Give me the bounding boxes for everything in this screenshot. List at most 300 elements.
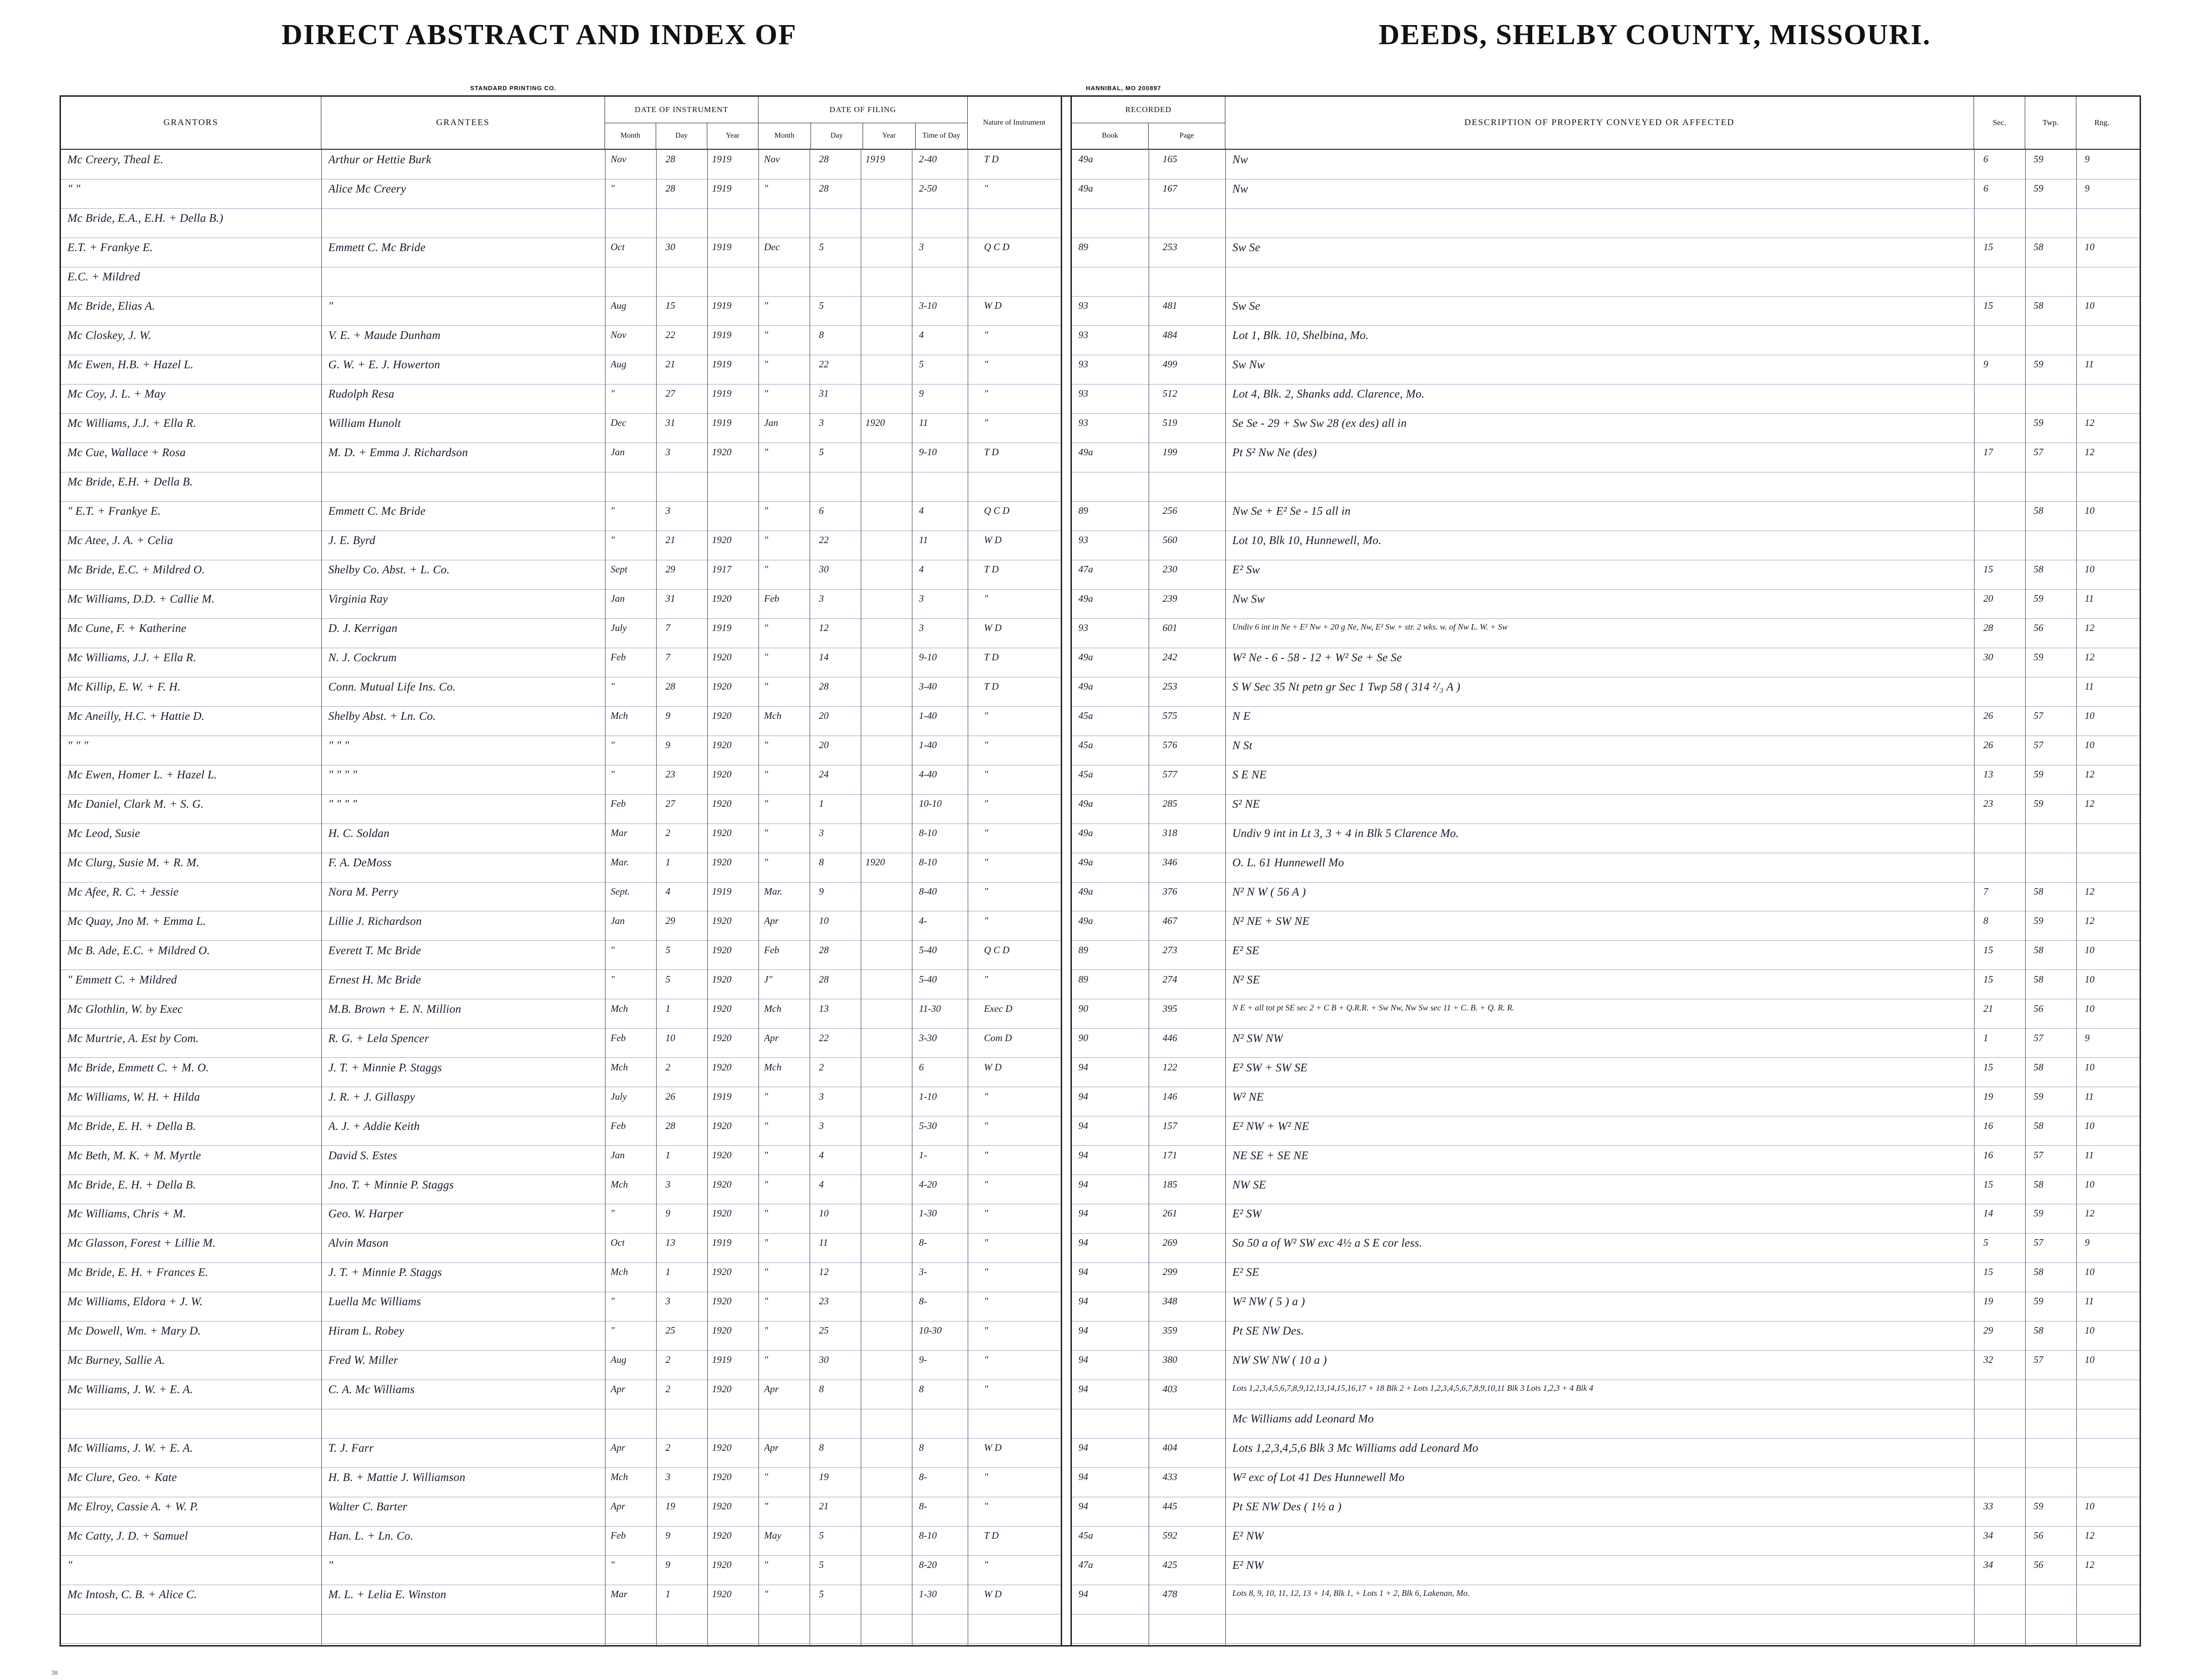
row-rule — [1072, 413, 2140, 414]
cell-value: " — [764, 827, 768, 838]
cell-value: Mc Williams add Leonard Mo — [1232, 1413, 1374, 1426]
cell-value: " — [984, 388, 988, 399]
cell-value: 5-40 — [919, 944, 937, 956]
cell-value: " — [984, 1120, 988, 1131]
cell-value: Everett T. Mc Bride — [328, 944, 421, 957]
cell-value: Feb — [611, 1032, 626, 1043]
cell-value: 10 — [819, 915, 829, 926]
cell-value: 8 — [819, 1442, 824, 1454]
cell-value: 3 — [819, 827, 824, 838]
cell-value: 59 — [2034, 153, 2043, 165]
cell-value: Lot 10, Blk 10, Hunnewell, Mo. — [1232, 534, 1382, 547]
cell-value: Mc Williams, W. H. + Hilda — [67, 1090, 200, 1103]
cell-value: Lillie J. Richardson — [328, 915, 422, 928]
cell-value: 17 — [1983, 446, 1993, 458]
cell-value: Lots 1,2,3,4,5,6 Blk 3 Mc Williams add Leonard Mo — [1232, 1442, 1479, 1455]
row-rule — [61, 384, 1061, 385]
col-sec: Sec. — [1974, 97, 2025, 149]
cell-value: E² SE — [1232, 944, 1259, 957]
row-rule — [1072, 618, 2140, 619]
cell-value: 9 — [2085, 183, 2090, 194]
cell-value: Lots 8, 9, 10, 11, 12, 13 + 14, Blk 1, + Lots 1 + 2, Blk 6, Lakenan, Mo. — [1232, 1588, 1470, 1598]
cell-value: 481 — [1163, 300, 1177, 312]
cell-value: W D — [984, 1061, 1002, 1073]
row-rule — [61, 1145, 1061, 1146]
cell-value: 9 — [665, 1559, 671, 1571]
cell-value: 12 — [2085, 915, 2094, 926]
row-rule — [1072, 1350, 2140, 1351]
cell-value: " — [611, 1295, 615, 1307]
cell-value: 94 — [1078, 1266, 1088, 1278]
row-rule — [1072, 1145, 2140, 1146]
cell-value: 11 — [2085, 1090, 2094, 1102]
cell-value: 28 — [819, 680, 829, 692]
cell-value: " — [611, 183, 615, 194]
row-rule — [61, 823, 1061, 824]
cell-value: 15 — [1983, 944, 1993, 956]
cell-value: 165 — [1163, 153, 1177, 165]
cell-value: 1-30 — [919, 1588, 937, 1600]
cell-value: " — [984, 329, 988, 341]
row-rule — [1072, 589, 2140, 590]
cell-value: N² NE + SW NE — [1232, 915, 1310, 928]
cell-value: 2 — [665, 1061, 671, 1073]
cell-value: 26 — [1983, 739, 1993, 750]
cell-value: 1 — [665, 1266, 671, 1278]
cell-value: Sw Se — [1232, 241, 1261, 254]
cell-value: 5 — [819, 241, 824, 253]
cell-value: Sept — [611, 563, 628, 575]
cell-value: 9 — [819, 885, 824, 897]
cell-value: 28 — [819, 973, 829, 985]
cell-value: 8 — [1983, 915, 1988, 926]
cell-value: 1-30 — [919, 1208, 937, 1219]
cell-value: H. B. + Mattie J. Williamson — [328, 1471, 465, 1484]
cell-value: 47a — [1078, 563, 1093, 575]
column-rule — [2025, 150, 2026, 1646]
cell-value: Jan — [611, 915, 625, 926]
cell-value: 94 — [1078, 1237, 1088, 1248]
page-title-left: DIRECT ABSTRACT AND INDEX OF — [281, 19, 797, 51]
cell-value: S² NE — [1232, 797, 1260, 810]
cell-value: 5 — [819, 1559, 824, 1571]
cell-value: 89 — [1078, 505, 1088, 516]
cell-value: 59 — [2034, 417, 2043, 428]
cell-value: 467 — [1163, 915, 1177, 926]
cell-value: Sw Se — [1232, 300, 1261, 313]
cell-value: 49a — [1078, 183, 1093, 194]
cell-value: " " " — [328, 739, 349, 752]
cell-value: 577 — [1163, 768, 1177, 780]
cell-value: 5 — [819, 446, 824, 458]
cell-value: 94 — [1078, 1471, 1088, 1483]
cell-value: 253 — [1163, 680, 1177, 692]
cell-value: T D — [984, 153, 999, 165]
cell-value: 1920 — [712, 1471, 731, 1483]
col-description: DESCRIPTION OF PROPERTY CONVEYED OR AFFECTED — [1225, 97, 1974, 149]
cell-value: 9 — [665, 739, 671, 750]
cell-value: Mc Burney, Sallie A. — [67, 1354, 165, 1367]
cell-value: 23 — [1983, 797, 1993, 809]
cell-value: " — [984, 1383, 988, 1395]
cell-value: Shelby Abst. + Ln. Co. — [328, 710, 436, 723]
cell-value: " — [984, 1559, 988, 1571]
cell-value: 433 — [1163, 1471, 1177, 1483]
cell-value: T D — [984, 1530, 999, 1541]
row-rule — [1072, 325, 2140, 326]
cell-value: 425 — [1163, 1559, 1177, 1571]
cell-value: 2-50 — [919, 183, 937, 194]
cell-value: T D — [984, 680, 999, 692]
cell-value: 1-40 — [919, 739, 937, 750]
cell-value: 58 — [2034, 505, 2043, 516]
cell-value: 94 — [1078, 1178, 1088, 1190]
column-rule — [758, 150, 759, 1646]
column-rule — [321, 150, 322, 1646]
cell-value: 23 — [819, 1295, 829, 1307]
row-rule — [61, 589, 1061, 590]
cell-value: Nw — [1232, 183, 1248, 196]
cell-value: Jan — [611, 1149, 625, 1161]
cell-value: Mch — [764, 1061, 782, 1073]
cell-value: Mc Williams, J.J. + Ella R. — [67, 651, 197, 664]
column-rule — [1974, 150, 1975, 1646]
column-rule — [707, 150, 708, 1646]
cell-value: 285 — [1163, 797, 1177, 809]
cell-value: " — [764, 1237, 768, 1248]
cell-value: 56 — [2034, 1530, 2043, 1541]
cell-value: 348 — [1163, 1295, 1177, 1307]
cell-value: 59 — [2034, 1501, 2043, 1512]
col-filing-month: Month — [758, 123, 811, 149]
cell-value: 261 — [1163, 1208, 1177, 1219]
cell-value: 28 — [819, 153, 829, 165]
ledger-left-half — [61, 85, 1062, 1645]
cell-value: 47a — [1078, 1559, 1093, 1571]
cell-value: Mc Glasson, Forest + Lillie M. — [67, 1237, 216, 1250]
cell-value: 1920 — [712, 915, 731, 926]
cell-value: R. G. + Lela Spencer — [328, 1032, 429, 1045]
cell-value: 59 — [2034, 768, 2043, 780]
row-rule — [1072, 1555, 2140, 1556]
cell-value: 10-30 — [919, 1325, 942, 1336]
cell-value: 4- — [919, 915, 927, 926]
cell-value: " — [984, 827, 988, 838]
cell-value: 199 — [1163, 446, 1177, 458]
cell-value: Mc Clurg, Susie M. + R. M. — [67, 856, 199, 869]
cell-value: 478 — [1163, 1588, 1177, 1600]
cell-value: 19 — [1983, 1295, 1993, 1307]
cell-value: E² SE — [1232, 1266, 1259, 1279]
cell-value: 28 — [819, 183, 829, 194]
cell-value: Apr — [764, 1442, 779, 1454]
cell-value: 27 — [665, 797, 675, 809]
cell-value: 380 — [1163, 1354, 1177, 1366]
row-rule — [61, 969, 1061, 970]
cell-value: 93 — [1078, 359, 1088, 370]
center-gutter — [1062, 97, 1072, 1645]
cell-value: 22 — [819, 534, 829, 545]
cell-value: 9 — [665, 1530, 671, 1541]
cell-value: 1920 — [712, 1208, 731, 1219]
cell-value: Sw Nw — [1232, 359, 1265, 372]
cell-value: N E + all tot pt SE sec 2 + C B + Q.R.R. + Sw Nw, Nw Sw sec 11 + C. B. + Q. R. R. — [1232, 1003, 1515, 1012]
cell-value: 484 — [1163, 329, 1177, 341]
cell-value: Mar. — [764, 885, 783, 897]
cell-value: 34 — [1983, 1559, 1993, 1571]
col-date-of-filing: DATE OF FILING Month Day Year Time of Day — [758, 97, 968, 149]
cell-value: Hiram L. Robey — [328, 1325, 405, 1338]
cell-value: Mc Bride, Emmett C. + M. O. — [67, 1061, 209, 1074]
cell-value: Q C D — [984, 241, 1010, 253]
cell-value: Jan — [611, 592, 625, 604]
cell-value: " — [764, 1559, 768, 1571]
right-column-headers — [1072, 97, 2140, 150]
cell-value: 10 — [2085, 300, 2094, 312]
cell-value: T D — [984, 563, 999, 575]
cell-value: Emmett C. Mc Bride — [328, 241, 426, 254]
cell-value: N² SW NW — [1232, 1032, 1283, 1045]
cell-value: 59 — [2034, 651, 2043, 663]
cell-value: 26 — [1983, 710, 1993, 721]
cell-value: 3-30 — [919, 1032, 937, 1043]
cell-value: Virginia Ray — [328, 592, 388, 605]
cell-value: 10 — [2085, 1501, 2094, 1512]
cell-value: 25 — [665, 1325, 675, 1336]
cell-value: 8- — [919, 1295, 927, 1307]
cell-value: 12 — [819, 622, 829, 633]
cell-value: 90 — [1078, 1032, 1088, 1043]
cell-value: Mc Bride, E.C. + Mildred O. — [67, 563, 205, 576]
cell-value: Apr — [764, 1032, 779, 1043]
cell-value: 19 — [819, 1471, 829, 1483]
cell-value: 3 — [919, 622, 924, 633]
column-rule — [1225, 150, 1226, 1646]
cell-value: 10 — [2085, 973, 2094, 985]
cell-value: Nov — [764, 153, 780, 165]
row-rule — [1072, 940, 2140, 941]
cell-value: 49a — [1078, 592, 1093, 604]
cell-value: 19 — [665, 1501, 675, 1512]
cell-value: " — [984, 592, 988, 604]
cell-value: 3 — [919, 592, 924, 604]
cell-value: 5 — [665, 944, 671, 956]
col-date-of-instrument: DATE OF INSTRUMENT Month Day Year — [605, 97, 758, 149]
cell-value: Undiv 9 int in Lt 3, 3 + 4 in Blk 5 Clarence Mo. — [1232, 827, 1459, 840]
cell-value: 15 — [1983, 241, 1993, 253]
cell-value: 11 — [819, 1237, 828, 1248]
col-instr-day: Day — [656, 123, 707, 149]
cell-value: 27 — [665, 388, 675, 399]
cell-value: Apr — [611, 1442, 625, 1454]
print-mark-right: HANNIBAL, MO 200897 — [1086, 85, 1162, 92]
cell-value: 12 — [2085, 417, 2094, 428]
cell-value: 1919 — [712, 153, 731, 165]
cell-value: " — [984, 359, 988, 370]
cell-value: Mc Bride, E. H. + Della B. — [67, 1120, 196, 1133]
cell-value: 13 — [1983, 768, 1993, 780]
cell-value: Mc Williams, Eldora + J. W. — [67, 1295, 203, 1308]
cell-value: 9 — [1983, 359, 1988, 370]
cell-value: 3 — [665, 1295, 671, 1307]
cell-value: 2 — [665, 1354, 671, 1366]
cell-value: 49a — [1078, 827, 1093, 838]
cell-value: T. J. Farr — [328, 1442, 374, 1455]
cell-value: 1919 — [712, 1237, 731, 1248]
cell-value: Sept. — [611, 885, 630, 897]
cell-value: Shelby Co. Abst. + L. Co. — [328, 563, 450, 576]
cell-value: V. E. + Maude Dunham — [328, 329, 441, 342]
cell-value: 1917 — [712, 563, 731, 575]
cell-value: 6 — [919, 1061, 924, 1073]
cell-value: J. T. + Minnie P. Staggs — [328, 1266, 442, 1279]
cell-value: " — [984, 915, 988, 926]
cell-value: Mc Williams, J. W. + E. A. — [67, 1383, 193, 1396]
row-rule — [1072, 384, 2140, 385]
cell-value: 21 — [819, 1501, 829, 1512]
cell-value: 93 — [1078, 534, 1088, 545]
cell-value: " — [764, 388, 768, 399]
cell-value: 1920 — [712, 797, 731, 809]
cell-value: 1920 — [712, 1178, 731, 1190]
cell-value: E² NW — [1232, 1530, 1264, 1543]
cell-value: NW SW NW ( 10 a ) — [1232, 1354, 1327, 1367]
cell-value: E.C. + Mildred — [67, 271, 140, 284]
cell-value: 11 — [2085, 680, 2094, 692]
cell-value: 1920 — [712, 768, 731, 780]
col-page: Page — [1179, 132, 1194, 140]
cell-value: 8-40 — [919, 885, 937, 897]
cell-value: Feb — [611, 797, 626, 809]
cell-value: 7 — [665, 651, 671, 663]
cell-value: 1-40 — [919, 710, 937, 721]
cell-value: " — [984, 1266, 988, 1278]
row-rule — [1072, 823, 2140, 824]
right-body-grid — [1072, 150, 2140, 1646]
cell-value: 3-40 — [919, 680, 937, 692]
cell-value: 34 — [1983, 1530, 1993, 1541]
cell-value: 8 — [819, 329, 824, 341]
cell-value: Mc Closkey, J. W. — [67, 329, 152, 342]
cell-value: 58 — [2034, 973, 2043, 985]
cell-value: W D — [984, 1588, 1002, 1600]
cell-value: " — [764, 1471, 768, 1483]
cell-value: " — [764, 622, 768, 633]
cell-value: Mc Dowell, Wm. + Mary D. — [67, 1325, 201, 1338]
cell-value: 299 — [1163, 1266, 1177, 1278]
cell-value: " — [984, 1178, 988, 1190]
cell-value: Walter C. Barter — [328, 1501, 407, 1514]
cell-value: 1920 — [712, 827, 731, 838]
cell-value: 2-40 — [919, 153, 937, 165]
cell-value: Emmett C. Mc Bride — [328, 505, 426, 518]
cell-value: 5 — [819, 1588, 824, 1600]
cell-value: 29 — [665, 915, 675, 926]
cell-value: 31 — [665, 417, 675, 428]
page-title-bar — [0, 0, 2194, 70]
cell-value: 29 — [665, 563, 675, 575]
cell-value: 28 — [665, 1120, 675, 1131]
cell-value: " — [984, 1295, 988, 1307]
cell-value: 376 — [1163, 885, 1177, 897]
cell-value: 21 — [1983, 1003, 1993, 1014]
cell-value: 1920 — [712, 1149, 731, 1161]
cell-value: 3-10 — [919, 300, 937, 312]
cell-value: 58 — [2034, 563, 2043, 575]
cell-value: " — [984, 973, 988, 985]
row-rule — [61, 1643, 1061, 1644]
cell-value: W² Ne - 6 - 58 - 12 + W² Se + Se Se — [1232, 651, 1402, 664]
cell-value: Mc B. Ade, E.C. + Mildred O. — [67, 944, 210, 957]
cell-value: 1919 — [712, 388, 731, 399]
cell-value: 29 — [1983, 1325, 1993, 1336]
cell-value: 56 — [2034, 1003, 2043, 1014]
cell-value: " — [611, 739, 615, 750]
cell-value: " — [611, 680, 615, 692]
cell-value: July — [611, 622, 627, 633]
row-rule — [1072, 1233, 2140, 1234]
cell-value: 45a — [1078, 739, 1093, 750]
cell-value: 3 — [665, 1178, 671, 1190]
cell-value: 58 — [2034, 885, 2043, 897]
cell-value: 1920 — [712, 1383, 731, 1395]
cell-value: " — [984, 417, 988, 428]
cell-value: 94 — [1078, 1120, 1088, 1131]
cell-value: 6 — [1983, 183, 1988, 194]
cell-value: 12 — [2085, 1530, 2094, 1541]
cell-value: 45a — [1078, 710, 1093, 721]
cell-value: 1920 — [712, 1120, 731, 1131]
cell-value: " — [611, 1559, 615, 1571]
cell-value: N² N W ( 56 A ) — [1232, 885, 1306, 898]
cell-value: 14 — [1983, 1208, 1993, 1219]
cell-value: Mc Creery, Theal E. — [67, 153, 164, 166]
cell-value: 59 — [2034, 797, 2043, 809]
row-rule — [1072, 208, 2140, 209]
cell-value: 30 — [1983, 651, 1993, 663]
cell-value: Mc Williams, D.D. + Callie M. — [67, 592, 215, 605]
cell-value: 89 — [1078, 241, 1088, 253]
cell-value: 10 — [819, 1208, 829, 1219]
cell-value: Undiv 6 int in Ne + E² Nw + 20 g Ne, Nw, E² Sw + str. 2 wks. w. of Nw L. W. + Sw — [1232, 622, 1508, 631]
cell-value: 31 — [665, 592, 675, 604]
cell-value: So 50 a of W² SW exc 4½ a S E cor less. — [1232, 1237, 1423, 1250]
cell-value: 3 — [665, 1471, 671, 1483]
cell-value: 8-10 — [919, 827, 937, 838]
cell-value: 13 — [665, 1237, 675, 1248]
cell-value: J. R. + J. Gillaspy — [328, 1090, 415, 1103]
cell-value: 269 — [1163, 1237, 1177, 1248]
cell-value: " — [764, 1178, 768, 1190]
cell-value: 318 — [1163, 827, 1177, 838]
cell-value: " — [984, 1090, 988, 1102]
cell-value: " — [328, 1559, 333, 1572]
cell-value: " — [611, 1325, 615, 1336]
cell-value: 519 — [1163, 417, 1177, 428]
cell-value: Alice Mc Creery — [328, 183, 406, 196]
row-rule — [61, 618, 1061, 619]
cell-value: N² SE — [1232, 973, 1260, 986]
cell-value: 94 — [1078, 1354, 1088, 1366]
cell-value: 28 — [665, 183, 675, 194]
cell-value: 57 — [2034, 1237, 2043, 1248]
cell-value: " — [764, 1325, 768, 1336]
cell-value: W D — [984, 1442, 1002, 1454]
cell-value: 57 — [2034, 1032, 2043, 1043]
cell-value: Mc Quay, Jno M. + Emma L. — [67, 915, 206, 928]
cell-value: Mch — [611, 1266, 628, 1278]
cell-value: 7 — [665, 622, 671, 633]
